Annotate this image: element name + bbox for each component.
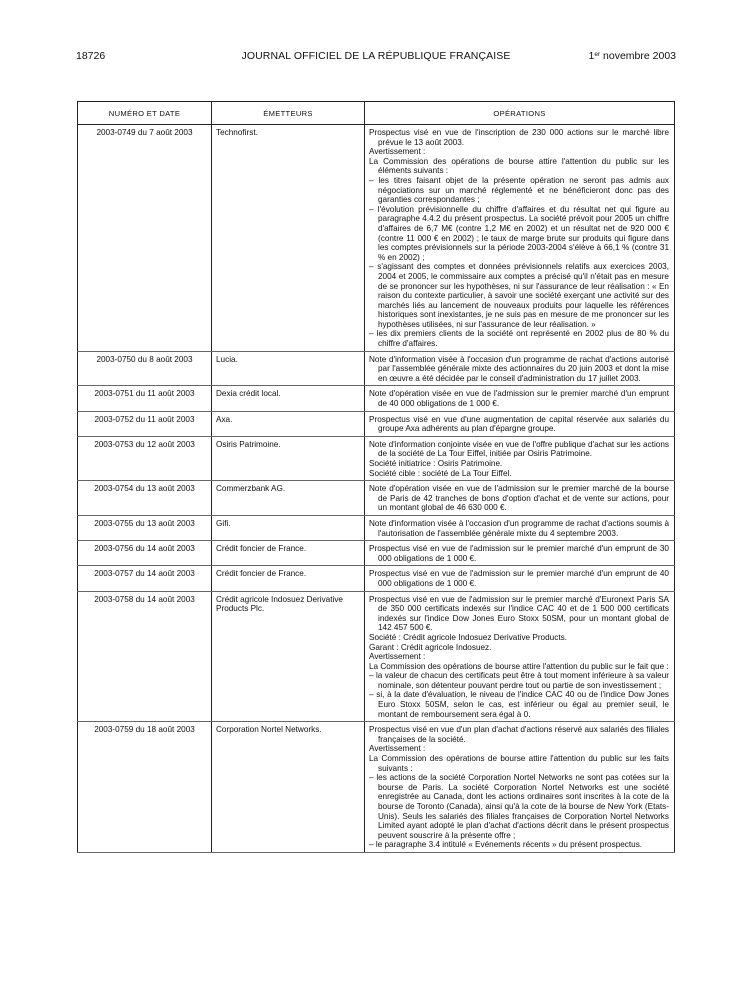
row-operations [365, 351, 675, 386]
row-operations [365, 481, 675, 516]
row-issuer: Technofirst. [212, 125, 365, 352]
row-issuer: Axa. [212, 411, 365, 436]
operation-paragraph: La Commission des opérations de bourse attire l'attention du public sur les éléments suivants : [369, 156, 669, 176]
operation-paragraph: Note d'information visée à l'occasion d'un programme de rachat d'actions autorisé par l'assemblée générale mixte des actionnaires du 20 juin 2003 et dont la mise en œuvre a été décidée par le conseil d'administration du 17 juillet 2003. [369, 354, 669, 383]
operation-paragraph: La Commission des opérations de bourse attire l'attention du public sur le fait que : [369, 661, 669, 671]
row-operations [365, 515, 675, 540]
operation-bullet: – la valeur de chacun des certificats peut être à tout moment inférieure à sa valeur nominale, son détenteur pouvant perdre tout ou partie de son investissement ; [369, 671, 669, 690]
operation-paragraph: Prospectus visé en vue de l'admission sur le premier marché d'un emprunt de 40 000 obligations de 1 000 €. [369, 569, 669, 588]
row-number-date: 2003-0758 du 14 août 2003 [78, 591, 212, 722]
row-issuer: Lucia. [212, 351, 365, 386]
row-operations [365, 566, 675, 591]
row-operations [365, 541, 675, 566]
table-row [78, 515, 675, 540]
operation-bullet: – s'agissant des comptes et données prévisionnels relatifs aux exercices 2003, 2004 et 2005, le commissaire aux comptes a précisé qu'il n'était pas en mesure de se prononcer sur les hypothèses, ni sur l'assurance de leur réalisation : « En raison du contexte particulier, à savoir une société exerçant une activité sur des marchés liés au lancement de nouveaux produits pour laquelle les références historiques sont inexistantes, je ne suis pas en mesure de me prononcer sur les hypothèses utilisées, ni sur l'assurance de leur réalisation. » [369, 262, 669, 329]
operation-paragraph: Prospectus visé en vue de l'admission sur le premier marché d'un emprunt de 30 000 obligations de 1 000 €. [369, 544, 669, 563]
table-row [78, 722, 675, 853]
operation-paragraph: Avertissement : [369, 652, 426, 662]
row-issuer: Crédit foncier de France. [212, 566, 365, 591]
row-number-date: 2003-0755 du 13 août 2003 [78, 515, 212, 540]
operation-bullet: – si, à la date d'évaluation, le niveau de l'indice CAC 40 ou de l'indice Dow Jones Euro Stoxx 50SM, selon le cas, est inférieur ou égal au premier seuil, le montant de remboursement sera égal à 0. [369, 690, 669, 719]
column-header-number-date: NUMÉRO ET DATE [78, 102, 212, 125]
row-issuer: Commerzbank AG. [212, 481, 365, 516]
table-header-row [78, 102, 675, 125]
operation-paragraph: Avertissement : [369, 744, 426, 754]
row-issuer: Crédit agricole Indosuez Derivative Products Plc. [212, 591, 365, 722]
table-row [78, 411, 675, 436]
row-number-date: 2003-0753 du 12 août 2003 [78, 436, 212, 480]
table-row [78, 386, 675, 411]
row-number-date: 2003-0750 du 8 août 2003 [78, 351, 212, 386]
operation-bullet: – les actions de la société Corporation Nortel Networks ne sont pas cotées sur la bourse de Paris. La société Corporation Nortel Networks est une société enregistrée au Canada, dont les actions ordinaires sont inscrites à la cote de la bourse de Toronto (Canada), ainsi qu'à la cote de la bourse de New York (Etats-Unis). Seuls les salariés des filiales françaises de Corporation Nortel Networks Limited ayant adopté le plan d'achat d'actions décrit dans le présent prospectus peuvent souscrire à la présente offre ; [369, 773, 669, 840]
column-header-operations: OPÉRATIONS [365, 102, 675, 125]
operation-bullet: – les titres faisant objet de la présente opération ne seront pas admis aux négociations sur un marché réglementé et ne bénéficieront donc pas des garanties correspondantes ; [369, 175, 669, 205]
table-row [78, 351, 675, 386]
operations-table [77, 101, 675, 853]
row-operations [365, 411, 675, 436]
operation-paragraph: La Commission des opérations de bourse attire l'attention du public sur les faits suivants : [369, 754, 669, 773]
operation-paragraph: Prospectus visé en vue d'un plan d'achat d'actions réservé aux salariés des filiales françaises de la société. [369, 725, 669, 744]
row-operations [365, 436, 675, 480]
row-operations [365, 386, 675, 411]
column-header-issuers: ÉMETTEURS [212, 102, 365, 125]
operation-paragraph: Prospectus visé en vue d'une augmentation de capital réservée aux salariés du groupe Axa adhérents au plan d'épargne groupe. [369, 414, 669, 434]
row-issuer: Corporation Nortel Networks. [212, 722, 365, 853]
journal-title: JOURNAL OFFICIEL DE LA RÉPUBLIQUE FRANÇAISE [241, 50, 511, 62]
operation-paragraph: Société : Crédit agricole Indosuez Derivative Products. [369, 632, 567, 642]
operation-paragraph: Note d'opération visée en vue de l'admission sur le premier marché d'un emprunt de 40 000 obligations de 1 000 €. [369, 389, 669, 409]
row-issuer: Dexia crédit local. [212, 386, 365, 411]
row-number-date: 2003-0754 du 13 août 2003 [78, 481, 212, 516]
operation-paragraph: Société cible : société de La Tour Eiffel. [369, 468, 512, 478]
row-number-date: 2003-0757 du 14 août 2003 [78, 566, 212, 591]
table-row [78, 591, 675, 722]
operation-paragraph: Note d'information visée à l'occasion d'un programme de rachat d'actions soumis à l'autorisation de l'assemblée générale mixte du 4 septembre 2003. [369, 518, 669, 538]
table-row [78, 436, 675, 480]
row-issuer: Crédit foncier de France. [212, 541, 365, 566]
operation-paragraph: Garant : Crédit agricole Indosuez. [369, 642, 492, 652]
operation-paragraph: Note d'opération visée en vue de l'admission sur le premier marché de la bourse de Paris de 42 tranches de bons d'option d'achat et de vente sur actions, pour un montant global de 46 630 000 €. [369, 484, 669, 513]
issue-date: 1er novembre 2003 [588, 50, 676, 62]
operation-paragraph: Avertissement : [369, 147, 426, 157]
table-row [78, 541, 675, 566]
table-row [78, 125, 675, 352]
row-number-date: 2003-0749 du 7 août 2003 [78, 125, 212, 352]
operation-paragraph: Note d'information conjointe visée en vue de l'offre publique d'achat sur les actions de la société de La Tour Eiffel, initiée par Osiris Patrimoine. [369, 439, 669, 459]
table-row [78, 566, 675, 591]
row-number-date: 2003-0759 du 18 août 2003 [78, 722, 212, 853]
row-operations [365, 722, 675, 853]
table-row [78, 481, 675, 516]
row-number-date: 2003-0756 du 14 août 2003 [78, 541, 212, 566]
page-header [76, 50, 676, 66]
row-number-date: 2003-0752 du 11 août 2003 [78, 411, 212, 436]
row-issuer: Osiris Patrimoine. [212, 436, 365, 480]
operation-bullet: – les dix premiers clients de la société ont représenté en 2002 plus de 80 % du chiffre d'affaires. [369, 329, 669, 349]
operation-paragraph: Prospectus visé en vue de l'admission sur le premier marché d'Euronext Paris SA de 350 000 certificats indexés sur l'indice CAC 40 et de 1 500 000 certificats indexés sur l'indice Dow Jones Euro Stoxx 50SM, pour un montant global de 142 457 500 €. [369, 594, 669, 633]
row-operations [365, 125, 675, 352]
row-number-date: 2003-0751 du 11 août 2003 [78, 386, 212, 411]
operation-paragraph: Prospectus visé en vue de l'inscription de 230 000 actions sur le marché libre prévue le 13 août 2003. [369, 128, 669, 147]
page-number: 18726 [76, 50, 106, 62]
operation-bullet: – le paragraphe 3.4 intitulé « Evénements récents » du présent prospectus. [369, 840, 643, 850]
operation-bullet: – l'évolution prévisionnelle du chiffre d'affaires et du résultat net qui figure au paragraphe 4.4.2 du présent prospectus. La société prévoit pour 2005 un chiffre d'affaires de 6,7 M€ (contre 1,2 M€ en 2002) et un résultat net de 920 000 € (contre 11 000 € en 2002) ; le taux de marge brute sur produits qui figure dans les comptes prévisionnels sur la période 2003-2004 s'élève à 66,1 % (contre 31 % en 2002) ; [369, 204, 669, 262]
row-operations [365, 591, 675, 722]
row-issuer: Gifi. [212, 515, 365, 540]
operation-paragraph: Société initiatrice : Osiris Patrimoine. [369, 459, 503, 468]
